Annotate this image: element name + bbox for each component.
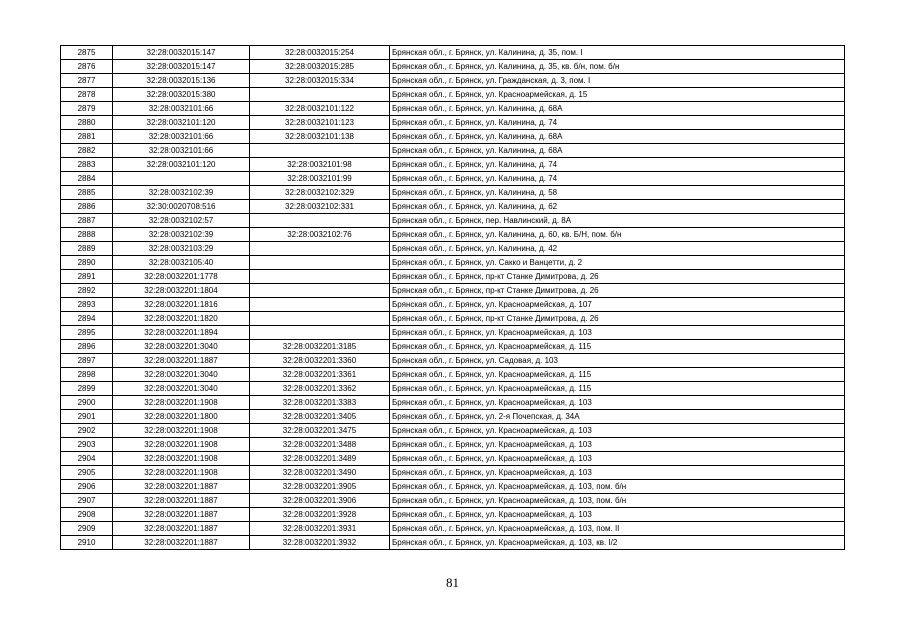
row-number-cell: 2894 [61, 312, 113, 326]
premises-cadastral-number-cell: 32:28:0032201:3928 [250, 508, 390, 522]
address-cell: Брянская обл., г. Брянск, ул. Сакко и Ванцетти, д. 2 [390, 256, 845, 270]
address-cell: Брянская обл., г. Брянск, ул. Красноармейская, д. 103, пом. б/н [390, 480, 845, 494]
cadastral-number-cell: 32:28:0032101:66 [113, 130, 250, 144]
premises-cadastral-number-cell: 32:28:0032201:3489 [250, 452, 390, 466]
cadastral-number-cell: 32:28:0032201:1800 [113, 410, 250, 424]
address-cell: Брянская обл., г. Брянск, ул. Красноармейская, д. 103, пом. II [390, 522, 845, 536]
premises-cadastral-number-cell: 32:28:0032101:123 [250, 116, 390, 130]
premises-cadastral-number-cell: 32:28:0032101:99 [250, 172, 390, 186]
table-row [61, 480, 845, 494]
premises-cadastral-number-cell: 32:28:0032201:3906 [250, 494, 390, 508]
table-row [61, 326, 845, 340]
row-number-cell: 2888 [61, 228, 113, 242]
premises-cadastral-number-cell [250, 256, 390, 270]
row-number-cell: 2875 [61, 46, 113, 60]
row-number-cell: 2900 [61, 396, 113, 410]
row-number-cell: 2878 [61, 88, 113, 102]
premises-cadastral-number-cell: 32:28:0032201:3475 [250, 424, 390, 438]
row-number-cell: 2903 [61, 438, 113, 452]
address-cell: Брянская обл., г. Брянск, ул. Калинина, д. 68А [390, 130, 845, 144]
address-cell: Брянская обл., г. Брянск, пр-кт Станке Димитрова, д. 26 [390, 284, 845, 298]
address-cell: Брянская обл., г. Брянск, ул. Красноармейская, д. 103, кв. I/2 [390, 536, 845, 550]
table-row [61, 536, 845, 550]
address-cell: Брянская обл., г. Брянск, ул. Калинина, д. 74 [390, 116, 845, 130]
table-row [61, 494, 845, 508]
table-row [61, 228, 845, 242]
premises-cadastral-number-cell: 32:28:0032201:3185 [250, 340, 390, 354]
row-number-cell: 2889 [61, 242, 113, 256]
cadastral-number-cell: 32:28:0032102:39 [113, 228, 250, 242]
cadastral-number-cell: 32:28:0032101:120 [113, 158, 250, 172]
table-row [61, 354, 845, 368]
table-row [61, 158, 845, 172]
table-row [61, 298, 845, 312]
cadastral-number-cell: 32:28:0032015:147 [113, 46, 250, 60]
premises-cadastral-number-cell: 32:28:0032102:331 [250, 200, 390, 214]
premises-cadastral-number-cell [250, 270, 390, 284]
address-cell: Брянская обл., г. Брянск, ул. Красноармейская, д. 103 [390, 396, 845, 410]
address-cell: Брянская обл., г. Брянск, ул. Калинина, д. 42 [390, 242, 845, 256]
address-cell: Брянская обл., г. Брянск, ул. Красноармейская, д. 15 [390, 88, 845, 102]
table-row [61, 130, 845, 144]
premises-cadastral-number-cell: 32:28:0032201:3362 [250, 382, 390, 396]
address-cell: Брянская обл., г. Брянск, ул. Красноармейская, д. 103 [390, 508, 845, 522]
row-number-cell: 2907 [61, 494, 113, 508]
row-number-cell: 2892 [61, 284, 113, 298]
premises-cadastral-number-cell: 32:28:0032101:98 [250, 158, 390, 172]
address-cell: Брянская обл., г. Брянск, пр-кт Станке Димитрова, д. 26 [390, 270, 845, 284]
cadastral-number-cell: 32:28:0032201:1887 [113, 536, 250, 550]
cadastral-number-cell: 32:28:0032201:1908 [113, 438, 250, 452]
table-row [61, 466, 845, 480]
cadastral-number-cell: 32:28:0032015:147 [113, 60, 250, 74]
row-number-cell: 2884 [61, 172, 113, 186]
premises-cadastral-number-cell [250, 214, 390, 228]
address-cell: Брянская обл., г. Брянск, ул. Красноармейская, д. 115 [390, 368, 845, 382]
address-cell: Брянская обл., г. Брянск, ул. 2-я Почепская, д. 34А [390, 410, 845, 424]
address-cell: Брянская обл., г. Брянск, ул. Красноармейская, д. 103 [390, 466, 845, 480]
row-number-cell: 2908 [61, 508, 113, 522]
row-number-cell: 2898 [61, 368, 113, 382]
cadastral-number-cell: 32:28:0032105:40 [113, 256, 250, 270]
table-row [61, 256, 845, 270]
row-number-cell: 2879 [61, 102, 113, 116]
row-number-cell: 2877 [61, 74, 113, 88]
table-row [61, 172, 845, 186]
table-row [61, 424, 845, 438]
address-cell: Брянская обл., г. Брянск, ул. Красноармейская, д. 103 [390, 326, 845, 340]
table-row [61, 284, 845, 298]
table-row [61, 74, 845, 88]
address-cell: Брянская обл., г. Брянск, ул. Красноармейская, д. 115 [390, 340, 845, 354]
row-number-cell: 2906 [61, 480, 113, 494]
cadastral-number-cell: 32:28:0032101:66 [113, 102, 250, 116]
row-number-cell: 2905 [61, 466, 113, 480]
premises-cadastral-number-cell [250, 144, 390, 158]
cadastral-number-cell: 32:28:0032201:1778 [113, 270, 250, 284]
address-cell: Брянская обл., г. Брянск, ул. Гражданская, д. 3, пом. I [390, 74, 845, 88]
premises-cadastral-number-cell [250, 312, 390, 326]
premises-cadastral-number-cell: 32:28:0032201:3932 [250, 536, 390, 550]
address-cell: Брянская обл., г. Брянск, ул. Калинина, д. 60, кв. Б/Н, пом. б/н [390, 228, 845, 242]
table-row [61, 522, 845, 536]
premises-cadastral-number-cell: 32:28:0032201:3360 [250, 354, 390, 368]
cadastral-number-cell: 32:28:0032201:1887 [113, 522, 250, 536]
address-cell: Брянская обл., г. Брянск, ул. Красноармейская, д. 115 [390, 382, 845, 396]
table-row [61, 340, 845, 354]
address-cell: Брянская обл., г. Брянск, ул. Калинина, д. 35, пом. I [390, 46, 845, 60]
address-cell: Брянская обл., г. Брянск, ул. Красноармейская, д. 103 [390, 452, 845, 466]
row-number-cell: 2904 [61, 452, 113, 466]
premises-cadastral-number-cell: 32:28:0032102:329 [250, 186, 390, 200]
table-row [61, 312, 845, 326]
cadastral-number-cell: 32:28:0032201:1908 [113, 424, 250, 438]
cadastral-number-cell: 32:28:0032201:1820 [113, 312, 250, 326]
table-row [61, 508, 845, 522]
cadastral-number-cell: 32:28:0032201:1887 [113, 354, 250, 368]
address-cell: Брянская обл., г. Брянск, ул. Калинина, д. 62 [390, 200, 845, 214]
registry-table-body [61, 46, 845, 550]
premises-cadastral-number-cell [250, 88, 390, 102]
row-number-cell: 2896 [61, 340, 113, 354]
cadastral-number-cell: 32:28:0032201:1887 [113, 508, 250, 522]
cadastral-number-cell: 32:28:0032201:3040 [113, 382, 250, 396]
row-number-cell: 2880 [61, 116, 113, 130]
table-row [61, 410, 845, 424]
row-number-cell: 2890 [61, 256, 113, 270]
table-row [61, 368, 845, 382]
cadastral-number-cell: 32:28:0032201:1816 [113, 298, 250, 312]
cadastral-number-cell: 32:28:0032201:3040 [113, 340, 250, 354]
table-row [61, 116, 845, 130]
address-cell: Брянская обл., г. Брянск, ул. Красноармейская, д. 103 [390, 438, 845, 452]
cadastral-number-cell: 32:28:0032201:1887 [113, 480, 250, 494]
row-number-cell: 2883 [61, 158, 113, 172]
row-number-cell: 2887 [61, 214, 113, 228]
cadastral-number-cell: 32:28:0032201:1887 [113, 494, 250, 508]
cadastral-number-cell: 32:28:0032102:39 [113, 186, 250, 200]
cadastral-number-cell: 32:28:0032103:29 [113, 242, 250, 256]
row-number-cell: 2901 [61, 410, 113, 424]
table-row [61, 452, 845, 466]
row-number-cell: 2909 [61, 522, 113, 536]
address-cell: Брянская обл., г. Брянск, ул. Калинина, д. 68А [390, 144, 845, 158]
table-row [61, 102, 845, 116]
property-registry-table [60, 45, 845, 550]
address-cell: Брянская обл., г. Брянск, ул. Красноармейская, д. 103, пом. б/н [390, 494, 845, 508]
premises-cadastral-number-cell: 32:28:0032015:254 [250, 46, 390, 60]
premises-cadastral-number-cell [250, 242, 390, 256]
table-row [61, 200, 845, 214]
row-number-cell: 2881 [61, 130, 113, 144]
premises-cadastral-number-cell [250, 298, 390, 312]
page-number: 81 [446, 575, 459, 590]
table-row [61, 88, 845, 102]
cadastral-number-cell: 32:28:0032101:66 [113, 144, 250, 158]
address-cell: Брянская обл., г. Брянск, ул. Калинина, д. 35, кв. б/н, пом. б/н [390, 60, 845, 74]
address-cell: Брянская обл., г. Брянск, ул. Калинина, д. 68А [390, 102, 845, 116]
row-number-cell: 2885 [61, 186, 113, 200]
premises-cadastral-number-cell: 32:28:0032201:3490 [250, 466, 390, 480]
table-row [61, 382, 845, 396]
address-cell: Брянская обл., г. Брянск, ул. Красноармейская, д. 103 [390, 424, 845, 438]
address-cell: Брянская обл., г. Брянск, ул. Калинина, д. 74 [390, 158, 845, 172]
address-cell: Брянская обл., г. Брянск, пер. Навлинский, д. 8А [390, 214, 845, 228]
row-number-cell: 2897 [61, 354, 113, 368]
cadastral-number-cell: 32:28:0032101:120 [113, 116, 250, 130]
cadastral-number-cell: 32:28:0032201:1908 [113, 466, 250, 480]
premises-cadastral-number-cell: 32:28:0032201:3905 [250, 480, 390, 494]
table-row [61, 242, 845, 256]
cadastral-number-cell: 32:28:0032015:380 [113, 88, 250, 102]
premises-cadastral-number-cell: 32:28:0032201:3931 [250, 522, 390, 536]
premises-cadastral-number-cell: 32:28:0032015:285 [250, 60, 390, 74]
premises-cadastral-number-cell: 32:28:0032201:3405 [250, 410, 390, 424]
address-cell: Брянская обл., г. Брянск, ул. Калинина, д. 58 [390, 186, 845, 200]
premises-cadastral-number-cell: 32:28:0032102:76 [250, 228, 390, 242]
address-cell: Брянская обл., г. Брянск, ул. Калинина, д. 74 [390, 172, 845, 186]
cadastral-number-cell: 32:30:0020708:516 [113, 200, 250, 214]
row-number-cell: 2895 [61, 326, 113, 340]
table-row [61, 60, 845, 74]
table-row [61, 270, 845, 284]
address-cell: Брянская обл., г. Брянск, ул. Красноармейская, д. 107 [390, 298, 845, 312]
table-row [61, 438, 845, 452]
premises-cadastral-number-cell: 32:28:0032201:3361 [250, 368, 390, 382]
row-number-cell: 2902 [61, 424, 113, 438]
premises-cadastral-number-cell: 32:28:0032201:3488 [250, 438, 390, 452]
premises-cadastral-number-cell: 32:28:0032101:122 [250, 102, 390, 116]
cadastral-number-cell: 32:28:0032201:1804 [113, 284, 250, 298]
premises-cadastral-number-cell [250, 284, 390, 298]
table-row [61, 186, 845, 200]
cadastral-number-cell: 32:28:0032015:136 [113, 74, 250, 88]
table-row [61, 144, 845, 158]
row-number-cell: 2891 [61, 270, 113, 284]
cadastral-number-cell: 32:28:0032102:57 [113, 214, 250, 228]
premises-cadastral-number-cell [250, 326, 390, 340]
premises-cadastral-number-cell: 32:28:0032201:3383 [250, 396, 390, 410]
table-row [61, 214, 845, 228]
row-number-cell: 2910 [61, 536, 113, 550]
row-number-cell: 2899 [61, 382, 113, 396]
cadastral-number-cell: 32:28:0032201:1908 [113, 396, 250, 410]
address-cell: Брянская обл., г. Брянск, ул. Садовая, д. 103 [390, 354, 845, 368]
row-number-cell: 2876 [61, 60, 113, 74]
address-cell: Брянская обл., г. Брянск, пр-кт Станке Димитрова, д. 26 [390, 312, 845, 326]
premises-cadastral-number-cell: 32:28:0032101:138 [250, 130, 390, 144]
table-row [61, 396, 845, 410]
cadastral-number-cell: 32:28:0032201:1894 [113, 326, 250, 340]
cadastral-number-cell: 32:28:0032201:3040 [113, 368, 250, 382]
table-row [61, 46, 845, 60]
row-number-cell: 2886 [61, 200, 113, 214]
cadastral-number-cell [113, 172, 250, 186]
row-number-cell: 2893 [61, 298, 113, 312]
premises-cadastral-number-cell: 32:28:0032015:334 [250, 74, 390, 88]
cadastral-number-cell: 32:28:0032201:1908 [113, 452, 250, 466]
row-number-cell: 2882 [61, 144, 113, 158]
